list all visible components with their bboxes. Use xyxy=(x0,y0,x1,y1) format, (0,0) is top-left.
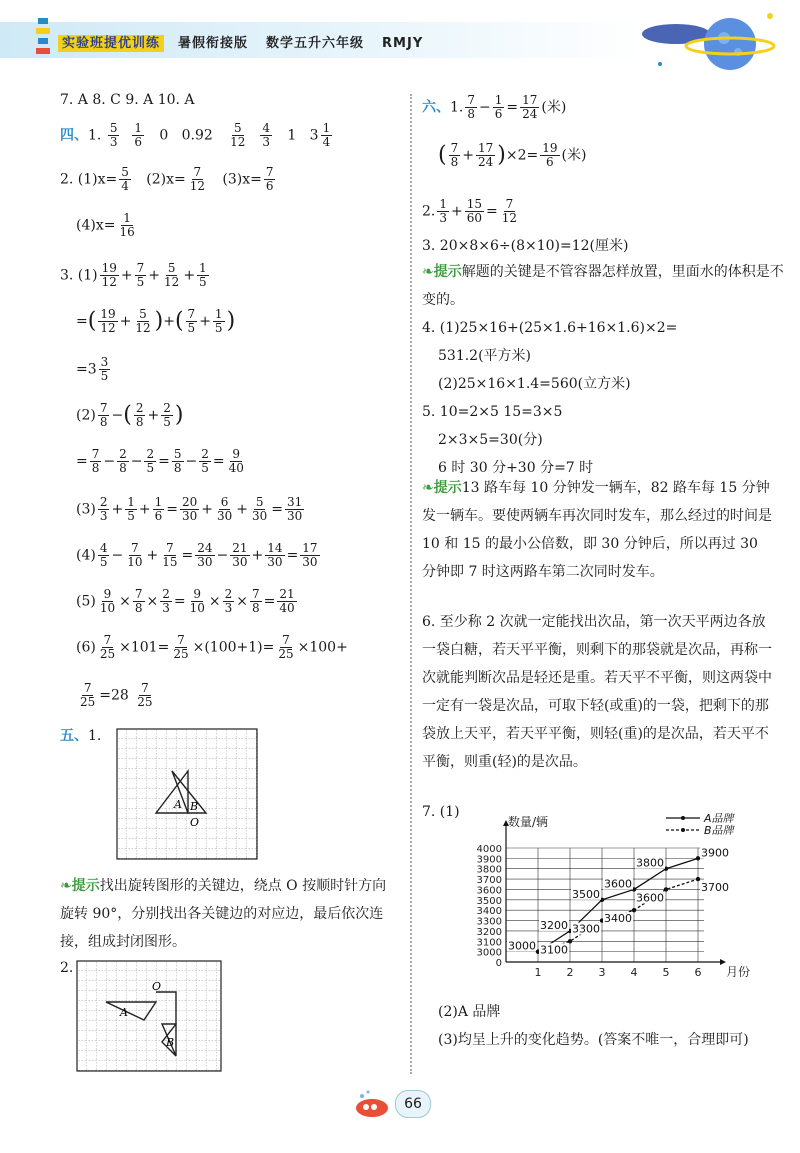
q3-3-label: (3) xyxy=(76,501,96,518)
grid2-label-b: B xyxy=(166,1036,175,1049)
q6-4-1b: 531.2(平方米) xyxy=(438,348,532,364)
planet-illustration-icon xyxy=(640,4,790,76)
q6-4-2: (2)25×16×1.4=560(立方米) xyxy=(438,376,631,392)
q3-1-line3: =3 $\frac{3}{5}$ xyxy=(76,355,109,384)
data-label: 3900 xyxy=(701,846,729,860)
data-label: 3500 xyxy=(572,887,600,901)
fraction: $\frac{7}{12}$ xyxy=(189,165,206,194)
denominator: 12 xyxy=(230,135,246,150)
q3-6-line2: $\frac{7}{25}$ =28 $\frac{7}{25}$ xyxy=(80,681,153,710)
q6-7-3: (3)均呈上升的变化趋势。(答案不唯一，合理即可) xyxy=(438,1032,749,1048)
tip-label: 提示 xyxy=(433,480,462,496)
q3-label: 3. (1) xyxy=(60,267,98,284)
fraction xyxy=(321,122,333,149)
q6-5-1: 5. 10=2×5 15=3×5 xyxy=(422,404,563,420)
q3-3: (3) $\frac{2}{3}$ + $\frac{1}{5}$ + $\frac{1}{6}$ = $\frac{20}{30}$ + $\frac{6}{30}$ + $\frac{5}{30}$ = $\frac{31}{30}$ xyxy=(76,495,303,524)
numerator: 4 xyxy=(262,121,270,135)
fraction xyxy=(260,122,272,149)
grid-label-o: O xyxy=(190,816,200,829)
q3-2-line1: (2) $\frac{7}{8}$ −( $\frac{2}{8}$ + $\frac{2}{5}$ ) xyxy=(76,401,184,430)
y-tick-label: 3000 xyxy=(476,947,502,959)
y-tick-label: 3500 xyxy=(476,895,502,907)
tip-text: 13 路车每 10 分钟发一辆车，82 路车每 15 分钟发一辆车。要使两辆车再次同时发车，那么经过的时间是 10 和 15 的最小公倍数，即 30 分钟后，所以再过 30 分钟即 7 时这两路车第二次同时发车。 xyxy=(422,480,772,580)
section-5-label-line xyxy=(60,728,101,745)
q3-6-line1: (6) $\frac{7}{25}$ ×101= $\frac{7}{25}$ ×(100+1)= $\frac{7}{25}$ ×100+ xyxy=(76,633,348,662)
section-5-q2: 2. xyxy=(60,960,74,976)
series-code: RMJY xyxy=(382,36,424,51)
fraction: $\frac{1}{16}$ xyxy=(119,211,135,240)
numerator: 1 xyxy=(134,121,142,135)
q2-4: (4)x= xyxy=(76,217,116,234)
value: 0.92 xyxy=(181,127,213,144)
section-4-label: 四、 xyxy=(60,127,88,144)
numerator: 5 xyxy=(233,121,242,135)
data-point xyxy=(568,939,572,943)
q3-4-label: (4) xyxy=(76,547,96,564)
x-tick-label: 3 xyxy=(598,966,606,979)
denominator: 3 xyxy=(109,135,118,150)
grid-label-a: A xyxy=(174,798,182,811)
q3-4: (4) $\frac{4}{5}$ − $\frac{7}{10}$ + $\frac{7}{15}$ = $\frac{24}{30}$ − $\frac{21}{30}$ + $\frac{14}{30}$ = $\frac{17}{30}$ xyxy=(76,541,318,570)
q6-3: 3. 20×8×6÷(8×10)=12(厘米) xyxy=(422,238,629,254)
fraction xyxy=(108,122,120,149)
q6-4-1: 4. (1)25×16+(25×1.6+16×1.6)×2= xyxy=(422,320,678,336)
q3-5: (5) $\frac{9}{10}$ × $\frac{7}{8}$ × $\frac{2}{3}$ = $\frac{9}{10}$ × $\frac{2}{3}$ × $\frac{7}{8}$ = $\frac{21}{40}$ xyxy=(76,587,295,616)
q3-6-mid: ×(100+1)= xyxy=(192,639,275,656)
equals: = xyxy=(76,313,88,330)
tip-label: 提示 xyxy=(433,264,462,280)
tip-label: 提示 xyxy=(71,878,100,894)
submarine-icon xyxy=(350,1088,394,1120)
q2-line2 xyxy=(76,212,139,239)
y-tick-label: 0 xyxy=(495,958,502,969)
q-number: 2. xyxy=(422,203,436,220)
data-label: 3700 xyxy=(701,881,729,895)
q3-6-tail: ×101= xyxy=(119,639,170,656)
legend-marker xyxy=(681,828,685,832)
edition-label: 暑假衔接版 xyxy=(178,36,249,51)
q3-2-label: (2) xyxy=(76,407,96,424)
answers-7-10: 7. A 8. C 9. A 10. A xyxy=(60,92,195,108)
data-point xyxy=(664,887,668,891)
y-tick-label: 4000 xyxy=(476,844,502,855)
fraction xyxy=(228,122,247,149)
legend-label: A品牌 xyxy=(704,812,734,825)
tip-text: 找出旋转图形的关键边，绕点 O 按顺时针方向旋转 90°，分别找出各关键边的对应边，最后依次连接，组成封闭图形。 xyxy=(60,878,387,950)
q6-7-2: (2)A 品牌 xyxy=(438,1004,501,1020)
data-label: 3000 xyxy=(508,939,536,953)
tip-q3 xyxy=(422,258,786,314)
grid2-label-o: O xyxy=(152,980,162,993)
y-tick-label: 3700 xyxy=(476,875,502,887)
value: 3 xyxy=(309,127,319,144)
tip-leaf-icon: ❧ xyxy=(422,480,434,496)
x-tick-label: 1 xyxy=(534,966,542,979)
data-label: 3200 xyxy=(540,918,568,932)
data-label: 3400 xyxy=(604,912,632,926)
legend-marker xyxy=(681,816,685,820)
denominator: 6 xyxy=(134,135,142,150)
data-label: 3100 xyxy=(540,943,568,957)
q2-1: 2. (1)x= xyxy=(60,171,118,188)
brand-label: 实验班提优训练 xyxy=(58,35,164,52)
header-title xyxy=(58,32,423,51)
rotation-grid-2 xyxy=(76,960,222,1072)
data-label: 3800 xyxy=(636,856,664,870)
data-label: 3600 xyxy=(604,877,632,891)
tip-text: 解题的关键是不管容器怎样放置，里面水的体积是不变的。 xyxy=(422,264,784,308)
x-tick-label: 5 xyxy=(662,966,670,979)
x-tick-label: 4 xyxy=(630,966,638,979)
x-axis-label: 月份 xyxy=(726,965,751,979)
q-number: 1. xyxy=(88,127,102,144)
q3-6-label: (6) xyxy=(76,639,96,656)
grid-label-b: B xyxy=(190,800,199,813)
q3-6-result: =28 xyxy=(99,687,129,704)
q3-1-line2: =( $\frac{19}{12}$ + $\frac{5}{12}$ )+( $\frac{7}{5}$ + $\frac{1}{5}$ ) xyxy=(76,307,236,336)
tip-leaf-icon: ❧ xyxy=(60,878,72,894)
data-point xyxy=(696,877,700,881)
y-tick-label: 3800 xyxy=(476,864,502,876)
value: 1 xyxy=(287,127,297,144)
y-tick-label: 3600 xyxy=(476,885,502,897)
grid2-label-a: A xyxy=(120,1006,128,1019)
x-tick-label: 6 xyxy=(694,966,702,979)
value: 0 xyxy=(159,127,169,144)
q3-6-end: ×100+ xyxy=(297,639,348,656)
unit-meter: (米) xyxy=(561,147,587,164)
q2-line1 xyxy=(60,166,277,193)
q3-2-line2: = $\frac{7}{8}$ − $\frac{2}{8}$ − $\frac{2}{5}$ = $\frac{5}{8}$ − $\frac{2}{5}$ = $\frac{9}{40}$ xyxy=(76,447,244,476)
q2-3: (3)x= xyxy=(222,171,262,188)
numerator: 5 xyxy=(109,121,118,135)
column-divider xyxy=(410,94,412,1074)
rotation-grid-1 xyxy=(116,728,258,860)
q3-5-label: (5) xyxy=(76,593,96,610)
q6-1-line1: 六、1. $\frac{7}{8}$ − $\frac{1}{6}$ = $\frac{17}{24}$ (米) xyxy=(422,93,567,122)
fraction xyxy=(132,122,144,149)
times-two: ×2= xyxy=(505,147,539,164)
line-chart xyxy=(446,812,792,998)
section-6-label: 六、 xyxy=(422,99,450,116)
data-point xyxy=(632,908,636,912)
subject-label: 数学五升六年级 xyxy=(266,36,365,51)
denominator: 4 xyxy=(322,135,331,150)
q6-6: 6. 至少称 2 次就一定能找出次品，第一次天平两边各放一袋白糖，若天平平衡，则剩下的那袋就是次品，再称一次就能判断次品是轻还是重。若天平不平衡，则这两袋中一定有一袋是次品，可取下轻(或重)的一袋，把剩下的那袋放上天平，若天平平衡，则轻(重)的是次品，若天平不平衡，则重(轻)的是次品。 xyxy=(422,614,772,770)
q3-1-line1: 3. (1) $\frac{19}{12}$ + $\frac{7}{5}$ + $\frac{5}{12}$ + $\frac{1}{5}$ xyxy=(60,261,207,290)
chart-svg xyxy=(446,812,792,998)
data-point xyxy=(696,856,700,860)
tip-rotation xyxy=(60,872,400,956)
unit-meter: (米) xyxy=(541,99,567,116)
page-header xyxy=(0,0,800,78)
q6-5-3: 6 时 30 分+30 分=7 时 xyxy=(438,460,594,476)
fraction: $\frac{7}{6}$ xyxy=(265,165,274,194)
x-tick-label: 2 xyxy=(566,966,574,979)
series-line-a xyxy=(538,858,698,951)
section-4-q1 xyxy=(60,122,334,149)
denominator: 3 xyxy=(262,135,270,150)
tip-leaf-icon: ❧ xyxy=(422,264,434,280)
y-tick-label: 3200 xyxy=(476,926,502,938)
y-tick-label: 3300 xyxy=(476,916,502,928)
page-number: 66 xyxy=(395,1090,431,1118)
legend-label: B品牌 xyxy=(704,824,734,837)
tip-q5 xyxy=(422,474,774,586)
q6-5-2: 2×3×5=30(分) xyxy=(438,432,543,448)
q-number: 1. xyxy=(88,728,102,744)
q6-7-label: 7. (1) xyxy=(422,804,460,820)
numerator: 1 xyxy=(322,121,331,135)
series-logo-icon xyxy=(36,14,52,64)
q-number: 1. xyxy=(450,99,464,116)
q6-2: 2. $\frac{1}{3}$ + $\frac{15}{60}$ = $\frac{7}{12}$ xyxy=(422,197,518,226)
fraction: $\frac{5}{4}$ xyxy=(121,165,129,194)
q6-1-line2: ( $\frac{7}{8}$ + $\frac{17}{24}$ )×2= $\frac{19}{6}$ (米) xyxy=(438,141,587,170)
y-tick-label: 3900 xyxy=(476,854,502,866)
data-label: 3600 xyxy=(636,891,664,905)
q2-2: (2)x= xyxy=(146,171,186,188)
y-axis-label: 数量/辆 xyxy=(508,815,549,829)
data-label: 3300 xyxy=(572,922,600,936)
y-tick-label: 3100 xyxy=(476,937,502,949)
section-5-label: 五、 xyxy=(60,728,88,744)
y-tick-label: 3400 xyxy=(476,906,502,918)
